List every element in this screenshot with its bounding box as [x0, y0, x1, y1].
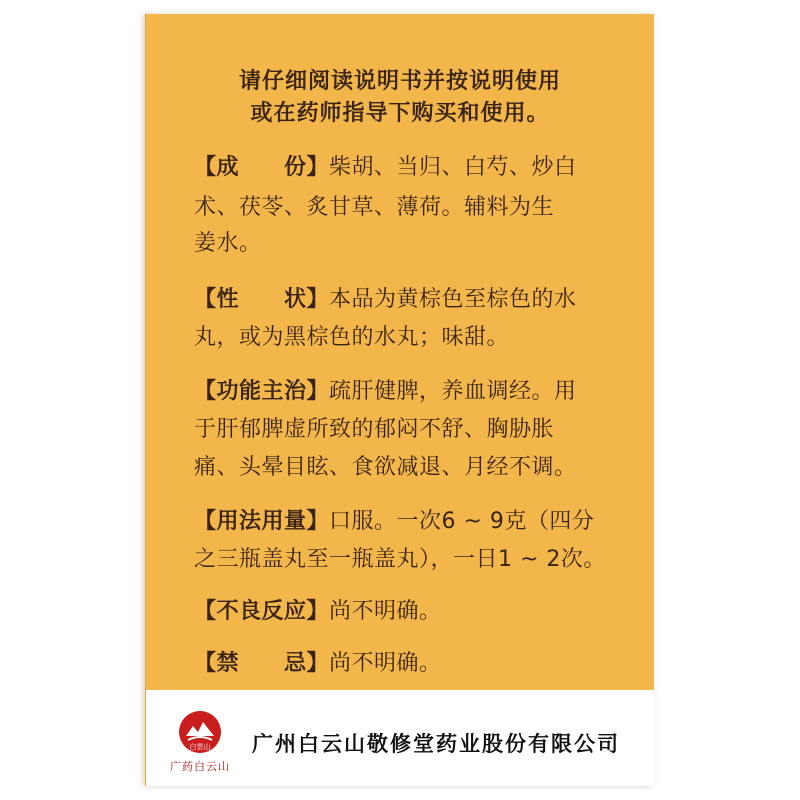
ingredients-section: [194, 150, 577, 181]
adverse-section: [194, 594, 442, 625]
appearance-line-1: 本品为黄棕色至棕色的水: [329, 287, 577, 312]
adverse-tag: 【不良反应】: [194, 599, 330, 624]
dosage-section: [194, 504, 594, 535]
indications-line-3: 痛、头晕目眩、食欲减退、月经不调。: [194, 455, 577, 480]
notice-line-1: 请仔细阅读说明书并按说明使用: [238, 69, 561, 94]
contraindications-section: [194, 646, 442, 677]
indications-section: [194, 374, 577, 405]
footer: [146, 690, 654, 786]
dosage-line-2: 之三瓶盖丸至一瓶盖丸），一日1 ~ 2次。: [194, 547, 606, 572]
dosage-tag: 【用法用量】: [194, 509, 330, 534]
appearance-section: [194, 282, 577, 313]
company-name: 广州白云山敬修堂药业股份有限公司: [252, 732, 620, 756]
logo-text: 白雲山: [189, 743, 211, 751]
medicine-box: [145, 14, 654, 786]
indications-line-1: 疏肝健脾，养血调经。用: [329, 379, 577, 404]
appearance-tag: 【性 状】: [194, 287, 330, 312]
contraindications-text: 尚不明确。: [329, 651, 442, 676]
indications-tag: 【功能主治】: [194, 379, 330, 404]
ingredients-line-3: 姜水。: [194, 231, 262, 256]
adverse-text: 尚不明确。: [329, 599, 442, 624]
logo-caption: 广药白云山: [170, 760, 230, 773]
notice-line-2: 或在药师指导下购买和使用。: [250, 101, 550, 126]
company-logo-icon: [178, 710, 222, 754]
ingredients-line-2: 术、茯苓、炙甘草、薄荷。辅料为生: [194, 195, 555, 220]
ingredients-tag: 【成 份】: [194, 155, 330, 180]
dosage-line-1: 口服。一次6 ~ 9克（四分: [329, 509, 595, 534]
appearance-line-2: 丸，或为黑棕色的水丸；味甜。: [194, 325, 510, 350]
contraindications-tag: 【禁 忌】: [194, 651, 330, 676]
ingredients-line-1: 柴胡、当归、白芍、炒白: [329, 155, 577, 180]
indications-line-2: 于肝郁脾虚所致的郁闷不舒、胸胁胀: [194, 417, 555, 442]
